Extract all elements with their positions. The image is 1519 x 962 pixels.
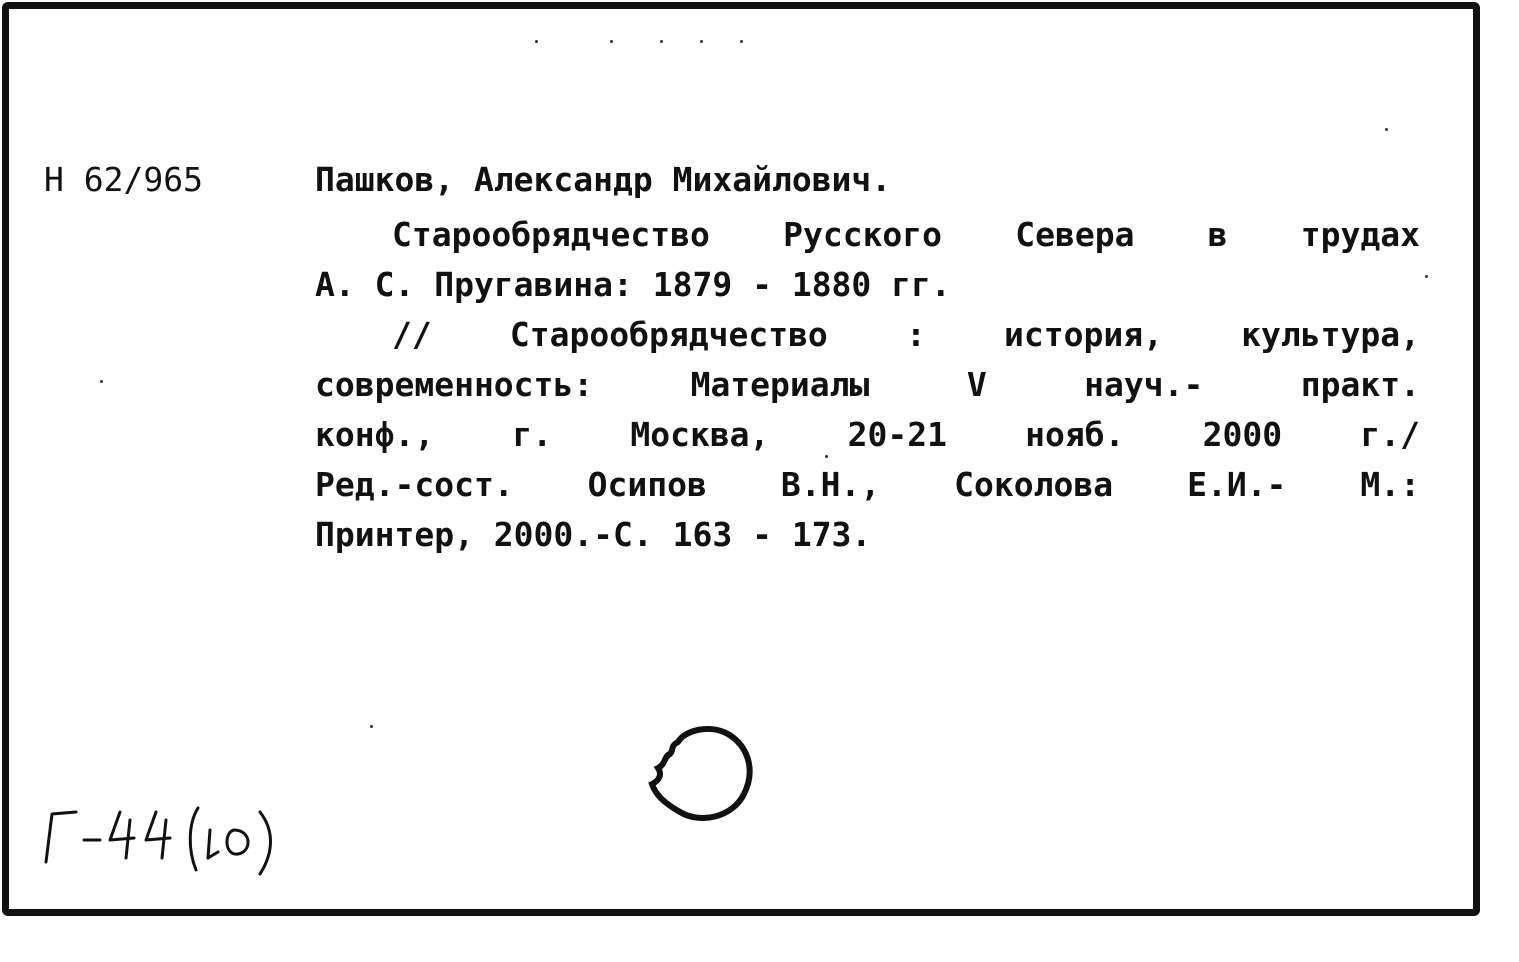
source-word: история, [1004, 315, 1163, 354]
title-line-2: А. С. Пругавина: 1879 - 1880 гг. [315, 265, 951, 304]
source-word: 20-21 [847, 415, 947, 454]
scan-speck [610, 40, 613, 43]
title-word: Русского [783, 215, 943, 254]
scan-speck [370, 725, 373, 728]
source-line-1 [392, 310, 1420, 360]
source-line-5: Принтер, 2000.-С. 163 - 173. [315, 515, 872, 554]
source-word: науч.- [1084, 365, 1204, 404]
title-word: Севера [1015, 215, 1135, 254]
source-word: Материалы [690, 365, 870, 404]
title-word: трудах [1300, 215, 1420, 254]
scan-speck [660, 40, 663, 43]
shelf-mark: Н 62/965 [44, 160, 203, 199]
source-word: Соколова [954, 465, 1114, 504]
source-word: 2000 [1202, 415, 1283, 454]
source-word: г./ [1360, 415, 1420, 454]
scan-speck [100, 380, 103, 383]
source-line-3 [315, 410, 1420, 460]
source-word: : [905, 315, 926, 354]
source-word: конф., [315, 415, 435, 454]
scan-speck [740, 40, 743, 43]
source-word: // [392, 315, 432, 354]
handwritten-note [38, 800, 298, 890]
source-word: практ. [1300, 365, 1420, 404]
source-word: Ред.-сост. [315, 465, 514, 504]
source-word: V [966, 365, 987, 404]
source-word: В.Н., [780, 465, 881, 504]
scan-speck [1385, 128, 1388, 131]
source-word: Старообрядчество [509, 315, 828, 354]
scan-speck [535, 40, 538, 43]
author-heading: Пашков, Александр Михайлович. [315, 160, 892, 199]
source-line-4 [315, 460, 1420, 510]
title-line-1 [392, 210, 1420, 260]
scan-speck [700, 40, 703, 43]
title-word: Старообрядчество [392, 215, 710, 254]
punch-hole-icon [640, 720, 760, 830]
source-word: Осипов [587, 465, 707, 504]
source-word: современность: [315, 365, 594, 404]
source-line-2 [315, 360, 1420, 410]
source-word: нояб. [1025, 415, 1125, 454]
source-word: Е.И.- [1187, 465, 1287, 504]
source-word: культура, [1241, 315, 1420, 354]
source-word: М.: [1360, 465, 1420, 504]
title-word: в [1207, 215, 1228, 254]
scan-speck [1425, 275, 1428, 278]
source-word: г. [512, 415, 553, 454]
source-word: Москва, [630, 415, 770, 454]
